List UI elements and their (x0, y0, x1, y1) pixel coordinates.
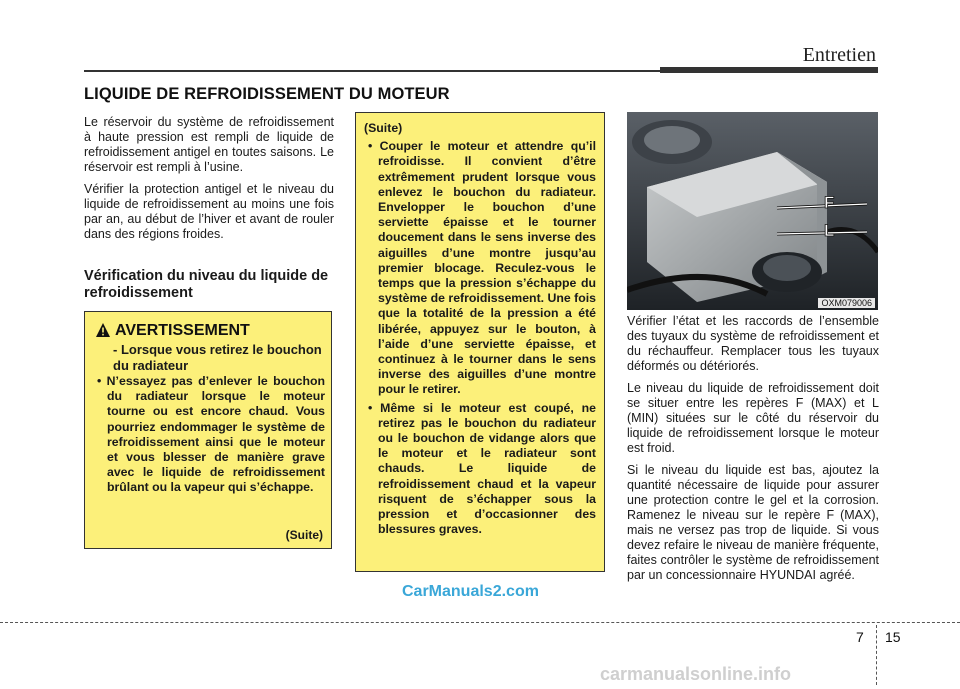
footer-dashed-line (0, 622, 960, 623)
warning2-bullet-1: • Couper le moteur et attendre qu’il refroidisse. Il convient d’être extrêmement prudent lorsque vous enlevez le bouchon du radiateur. Envelopper le bouchon d’une serviette épaisse et le tourner doucement dans le sens inverse des aiguilles d’une montre jusqu’au premier blocage. Reculez-vous le temps que la pression s’échappe du système de refroidissement. Une fois que la totalité de la pression a été libérée, appuyez sur le bouton, à l’aide d’une serviette épaisse, et continuez à le tourner dans le sens inverse des aiguilles d’une montre pour le retirer. (368, 139, 597, 397)
engine-bay-illustration (627, 112, 878, 310)
photo-code: OXM079006 (818, 298, 875, 308)
coolant-reservoir-photo (627, 112, 878, 310)
right-column (627, 314, 879, 590)
warning-box (84, 311, 332, 549)
chapter-number: 7 (856, 629, 864, 645)
min-mark-label: L (824, 221, 835, 240)
warning2-body (364, 121, 596, 537)
footer-site-watermark: carmanualsonline.info (600, 664, 792, 684)
right-paragraph-3: Si le niveau du liquide est bas, ajoutez la quantité nécessaire de liquide pour assurer une protection contre le gel et la corrosion. Ramenez le niveau sur le repère F (MAX), mais ne versez pas trop de liquide. Si vous devez refaire le niveau de manière fréquente, faites contrôler le système de refroidissement par un concessionnaire HYUNDAI agréé. (627, 463, 879, 582)
warning-continued: (Suite) (285, 528, 323, 542)
header-rule (84, 70, 660, 72)
intro-paragraph-2: Vérifier la protection antigel et le niveau du liquide de refroidissement au moins une fois par an, au début de l’hiver et avant de rouler dans des régions froides. (84, 182, 334, 241)
warning-title: AVERTISSEMENT (115, 322, 250, 339)
intro-column (84, 115, 334, 249)
right-paragraph-1: Vérifier l’état et les raccords de l’ensemble des tuyaux du système de refroidissement et du réchauffeur. Remplacer tous les tuyaux déformés ou détériorés. (627, 314, 879, 373)
max-mark-label: F (824, 193, 835, 212)
header-rule-thick (660, 67, 878, 73)
warning-box-continued (355, 112, 605, 572)
warning-bullet: • N’essayez pas d’enlever le bouchon du radiateur lorsque le moteur tourne ou est encore chaud. Vous pourriez endommager le système de refroidissement ainsi que le moteur et vous blesser de manière grave avec le liquide de refroidissement brûlant ou la vapeur qui s’échappe. (97, 374, 325, 495)
warning-triangle-icon (95, 322, 111, 338)
warning-subtitle: - Lorsque vous retirez le bouchon du radiateur (113, 342, 322, 373)
watermark-link[interactable]: CarManuals2.com (402, 583, 539, 600)
right-paragraph-2: Le niveau du liquide de refroidissement doit se situer entre les repères F (MAX) et L (MIN) situées sur le côté du réservoir du liquide de refroidissement lorsque le moteur est froid. (627, 381, 879, 455)
page-number: 15 (885, 629, 901, 645)
warning2-continued-label: (Suite) (364, 121, 403, 135)
page-number-divider (876, 625, 878, 685)
warning2-bullet-2: • Même si le moteur est coupé, ne retirez pas le bouchon du radiateur ou le bouchon de vidange alors que le moteur et le radiateur sont chauds. Le liquide de refroidissement chaud et la vapeur risquent de s’échapper sous la pression et d’occasionner des blessures graves. (368, 400, 596, 537)
running-header: Entretien (802, 44, 876, 66)
subheading: Vérification du niveau du liquide de refroidissement (84, 268, 329, 301)
section-title: LIQUIDE DE REFROIDISSEMENT DU MOTEUR (84, 85, 450, 103)
intro-paragraph-1: Le réservoir du système de refroidissement à haute pression est rempli de liquide de refroidissement antigel en toutes saisons. Le réservoir est rempli à l’usine. (84, 115, 334, 174)
warning-body (93, 374, 325, 496)
